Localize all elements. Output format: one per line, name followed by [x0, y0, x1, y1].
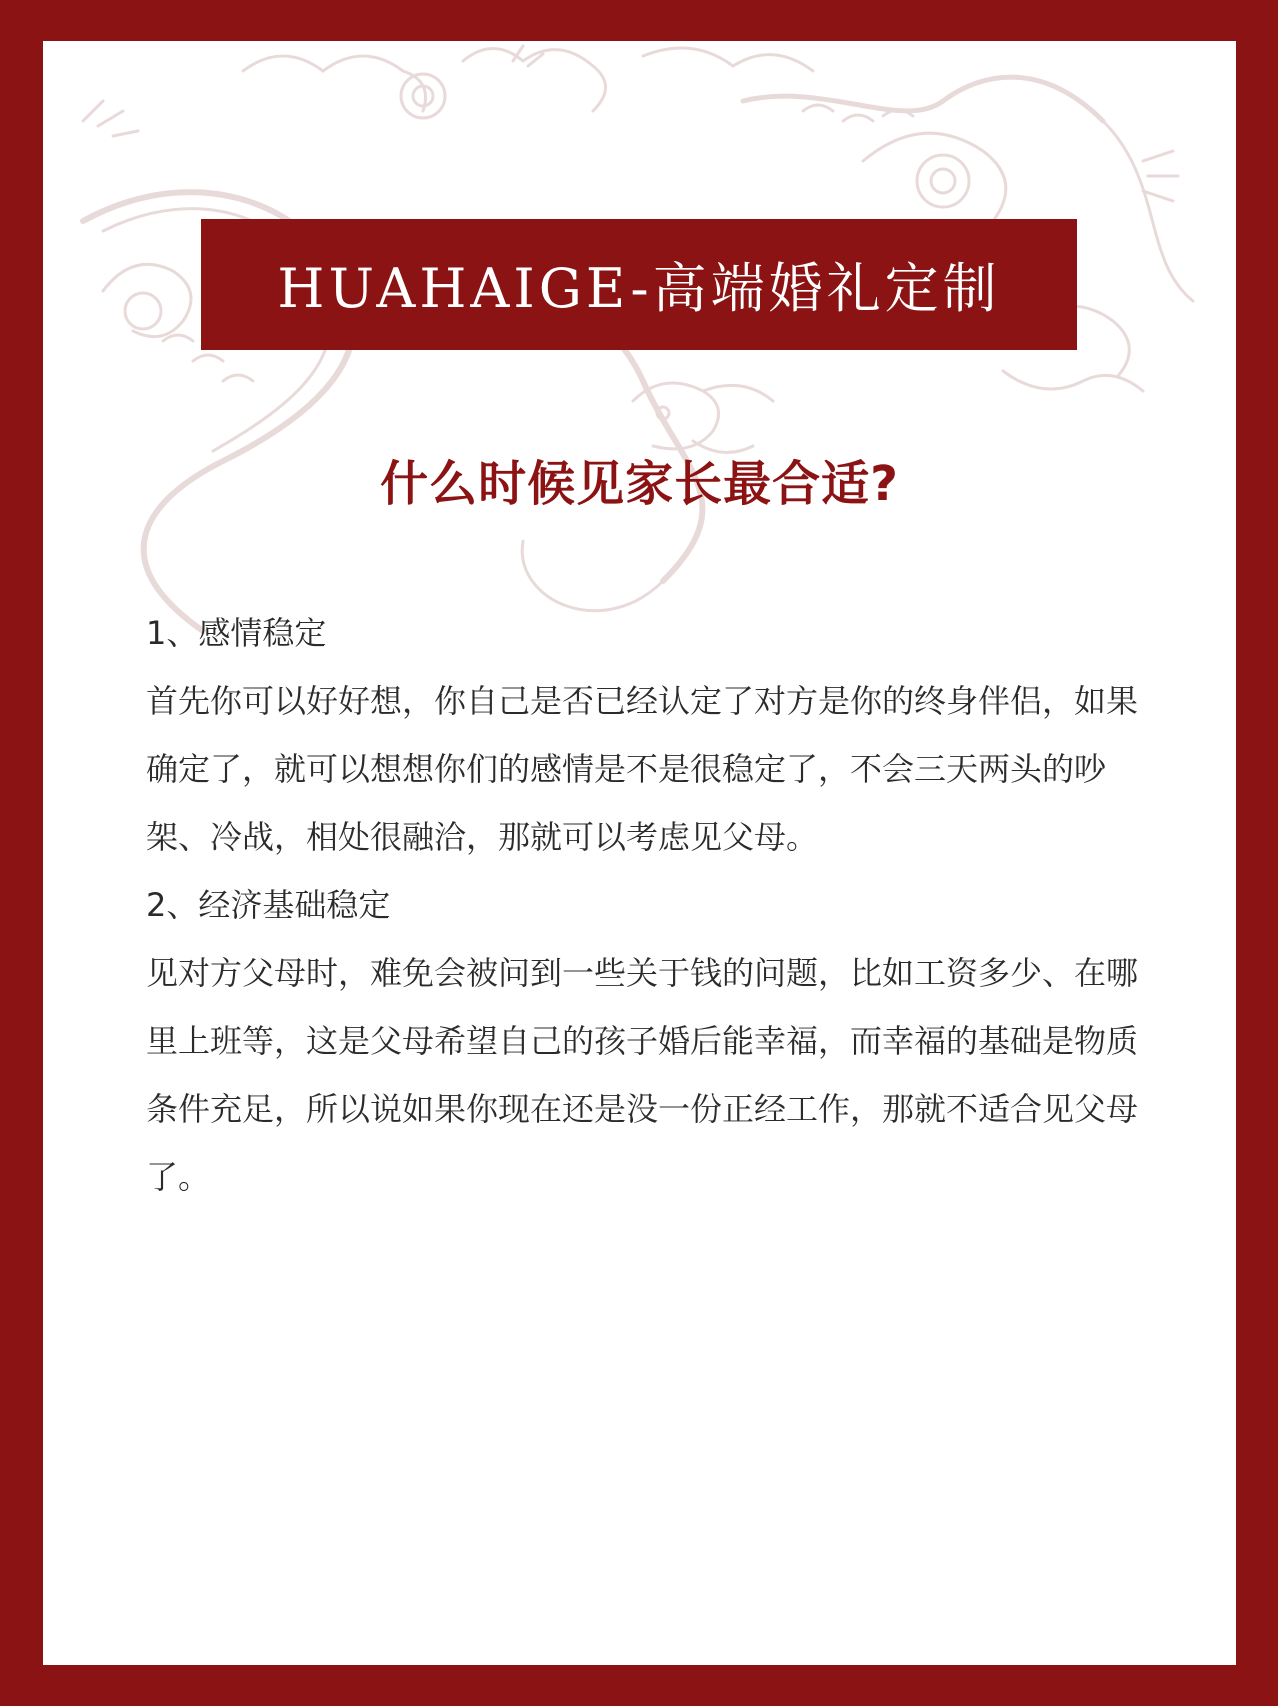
content-card	[43, 41, 1236, 1665]
section-1-heading: 1、感情稳定	[146, 614, 327, 652]
section-2-heading: 2、经济基础稳定	[146, 886, 391, 924]
banner-title: HUAHAIGE-高端婚礼定制	[277, 257, 1001, 320]
section-1-body: 首先你可以好好想，你自己是否已经认定了对方是你的终身伴侣，如果确定了，就可以想想你们的感情是不是很稳定了，不会三天两头的吵架、冷战，相处很融洽，那就可以考虑见父母。	[146, 682, 1139, 856]
page-title: 什么时候见家长最合适?	[380, 456, 899, 512]
dragon-watermark-icon	[43, 41, 1236, 661]
title-banner	[201, 219, 1077, 350]
article-body	[146, 599, 1146, 1211]
section-2-body: 见对方父母时，难免会被问到一些关于钱的问题，比如工资多少、在哪里上班等，这是父母希望自己的孩子婚后能幸福，而幸福的基础是物质条件充足，所以说如果你现在还是没一份正经工作，那就不适合见父母了。	[146, 954, 1139, 1196]
